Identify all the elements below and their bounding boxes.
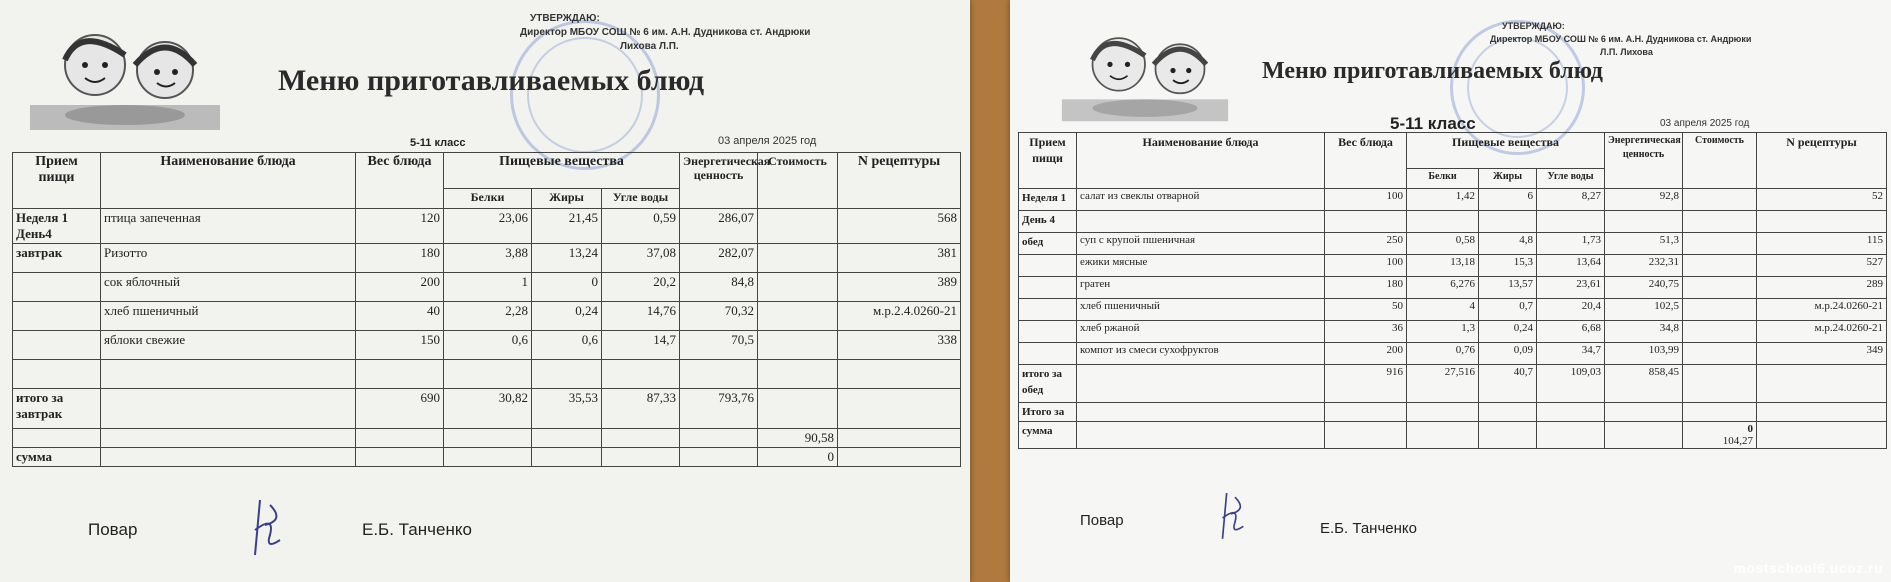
cell-fat: 15,3 [1479, 255, 1537, 277]
approval-block [520, 12, 811, 54]
approval-line: УТВЕРЖДАЮ: [1502, 21, 1565, 31]
total-energy: 858,45 [1605, 365, 1683, 403]
table-row [1019, 233, 1887, 255]
site-watermark: mostschool6.ucoz.ru [1733, 560, 1883, 576]
table-row [1019, 255, 1887, 277]
cell-dish: хлеб пшеничный [1077, 299, 1325, 321]
cell-cost [758, 209, 838, 244]
cell-meal [1019, 321, 1077, 343]
cell-meal: Неделя 1 [1019, 189, 1077, 211]
cell-fat: 0,24 [532, 302, 602, 331]
cell-cost [758, 273, 838, 302]
cell-dish [1077, 211, 1325, 233]
cell-carbs [1537, 211, 1605, 233]
cell-dish: яблоки свежие [101, 331, 356, 360]
cell-weight: 180 [356, 244, 444, 273]
cell-carbs: 0,59 [602, 209, 680, 244]
cell-weight: 180 [1325, 277, 1407, 299]
cell-recipe: 381 [838, 244, 961, 273]
kids-illustration [20, 20, 230, 140]
cell-meal [1019, 299, 1077, 321]
header-dish: Наименование блюда [1077, 133, 1325, 189]
cell-weight: 50 [1325, 299, 1407, 321]
header-energy: Энергетическая ценность [1605, 133, 1683, 189]
cell-meal [1019, 255, 1077, 277]
table-row [13, 244, 961, 273]
header-energy: Энергетическая ценность [680, 153, 758, 209]
date-label: 03 апреля 2025 год [718, 135, 817, 147]
header-weight: Вес блюда [1325, 133, 1407, 189]
cell-energy: 51,3 [1605, 233, 1683, 255]
cell-dish: салат из свеклы отварной [1077, 189, 1325, 211]
cell-energy: 92,8 [1605, 189, 1683, 211]
header-carbs: Угле воды [1537, 169, 1605, 189]
cell-cost [1683, 321, 1757, 343]
cell-weight: 150 [356, 331, 444, 360]
header-carbs: Угле воды [602, 189, 680, 209]
approval-line: Директор МБОУ СОШ № 6 им. А.Н. Дудникова ст. Андрюки [520, 27, 811, 38]
table-row [13, 273, 961, 302]
class-label: 5-11 класс [1390, 114, 1476, 133]
cell-protein [1407, 211, 1479, 233]
cell-protein: 1,42 [1407, 189, 1479, 211]
header-fat: Жиры [1479, 169, 1537, 189]
menu-table [12, 152, 961, 467]
cell-dish: сок яблочный [101, 273, 356, 302]
cell-meal [13, 273, 101, 302]
total-cost [1683, 365, 1757, 403]
cell-protein: 4 [1407, 299, 1479, 321]
page-title: Меню приготавливаемых блюд [278, 64, 705, 97]
table-row [1019, 189, 1887, 211]
total-fat: 40,7 [1479, 365, 1537, 403]
header-protein: Белки [444, 189, 532, 209]
cell-weight: 200 [356, 273, 444, 302]
cell-protein [444, 360, 532, 389]
sum-row [1019, 422, 1887, 449]
cell-meal [13, 302, 101, 331]
cell-recipe: м.р.2.4.0260-21 [838, 302, 961, 331]
cell-carbs: 14,7 [602, 331, 680, 360]
cost-row [13, 429, 961, 448]
cook-label: Повар [88, 520, 138, 539]
cell-fat [532, 360, 602, 389]
cell-recipe: 527 [1757, 255, 1887, 277]
table-row [1019, 299, 1887, 321]
cell-cost [1683, 189, 1757, 211]
cell-energy: 103,99 [1605, 343, 1683, 365]
cell-cost [758, 244, 838, 273]
cell-fat: 0,09 [1479, 343, 1537, 365]
cell-carbs: 14,76 [602, 302, 680, 331]
cell-fat: 6 [1479, 189, 1537, 211]
cook-name: Е.Б. Танченко [362, 520, 472, 539]
cell-dish: хлеб ржаной [1077, 321, 1325, 343]
cell-cost [758, 302, 838, 331]
table-row [13, 209, 961, 244]
cell-carbs: 6,68 [1537, 321, 1605, 343]
cell-carbs: 37,08 [602, 244, 680, 273]
cell-energy: 34,8 [1605, 321, 1683, 343]
cell-carbs: 8,27 [1537, 189, 1605, 211]
table-row [13, 360, 961, 389]
class-label: 5-11 класс [410, 137, 466, 149]
cook-label: Повар [1080, 512, 1124, 529]
cell-weight: 100 [1325, 255, 1407, 277]
header-cost: Стоимость [1683, 133, 1757, 189]
cell-dish: хлеб пшеничный [101, 302, 356, 331]
cell-energy: 84,8 [680, 273, 758, 302]
header-nutrients: Пищевые вещества [1407, 133, 1605, 169]
cell-carbs: 23,61 [1537, 277, 1605, 299]
cell-cost [1683, 255, 1757, 277]
cell-carbs: 20,2 [602, 273, 680, 302]
total-fat: 35,53 [532, 389, 602, 429]
header-meal: Прием пищи [1019, 133, 1077, 189]
cell-energy: 70,32 [680, 302, 758, 331]
cell-recipe: 389 [838, 273, 961, 302]
header-recipe: N рецептуры [838, 153, 961, 209]
cell-meal [1019, 343, 1077, 365]
cell-recipe: 568 [838, 209, 961, 244]
cell-fat: 21,45 [532, 209, 602, 244]
total-dish-cell [1077, 365, 1325, 403]
sum-row-value: 0 [758, 448, 838, 467]
cell-cost [1683, 343, 1757, 365]
total-carbs: 109,03 [1537, 365, 1605, 403]
total-energy: 793,76 [680, 389, 758, 429]
cell-dish: ежики мясные [1077, 255, 1325, 277]
cell-protein: 0,6 [444, 331, 532, 360]
cell-fat: 4,8 [1479, 233, 1537, 255]
approval-line: Л.П. Лихова [1600, 47, 1653, 57]
cell-recipe: м.р.24.0260-21 [1757, 299, 1887, 321]
table-row [1019, 277, 1887, 299]
sum-row [13, 448, 961, 467]
cell-protein: 0,76 [1407, 343, 1479, 365]
cost-row-label [13, 429, 101, 448]
cell-meal: Неделя 1 День4 [13, 209, 101, 244]
cell-fat [1479, 211, 1537, 233]
cell-weight: 250 [1325, 233, 1407, 255]
cell-recipe: 289 [1757, 277, 1887, 299]
cell-fat: 0,7 [1479, 299, 1537, 321]
header-recipe: N рецептуры [1757, 133, 1887, 189]
cost-row-value [1683, 403, 1757, 422]
kids-illustration [1045, 25, 1245, 130]
table-row [1019, 343, 1887, 365]
cell-cost [1683, 299, 1757, 321]
cell-protein: 0,58 [1407, 233, 1479, 255]
cook-signature [1210, 488, 1260, 548]
cell-cost [1683, 277, 1757, 299]
cell-protein: 13,18 [1407, 255, 1479, 277]
approval-line: Лихова Л.П. [620, 41, 679, 52]
cell-meal [13, 360, 101, 389]
cost-row-label: Итого за [1019, 403, 1077, 422]
header-cost: Стоимость [758, 153, 838, 209]
approval-line: УТВЕРЖДАЮ: [530, 13, 600, 24]
cook-signature [240, 495, 300, 565]
cell-protein: 6,276 [1407, 277, 1479, 299]
cell-energy [680, 360, 758, 389]
cell-weight: 40 [356, 302, 444, 331]
header-protein: Белки [1407, 169, 1479, 189]
cell-cost [1683, 233, 1757, 255]
menu-sheet-right [1010, 0, 1891, 582]
header-fat: Жиры [532, 189, 602, 209]
date-label: 03 апреля 2025 год [1660, 118, 1750, 129]
table-row [13, 331, 961, 360]
cell-meal: День 4 [1019, 211, 1077, 233]
cell-weight: 36 [1325, 321, 1407, 343]
cell-dish: Ризотто [101, 244, 356, 273]
cell-protein: 3,88 [444, 244, 532, 273]
cell-carbs: 34,7 [1537, 343, 1605, 365]
cell-weight: 100 [1325, 189, 1407, 211]
cell-dish [101, 360, 356, 389]
cell-energy: 232,31 [1605, 255, 1683, 277]
total-carbs: 87,33 [602, 389, 680, 429]
cell-energy: 70,5 [680, 331, 758, 360]
cell-recipe [838, 360, 961, 389]
cell-meal [1019, 277, 1077, 299]
cell-carbs: 20,4 [1537, 299, 1605, 321]
cell-recipe: 115 [1757, 233, 1887, 255]
cell-fat: 13,57 [1479, 277, 1537, 299]
cell-fat: 0,24 [1479, 321, 1537, 343]
cell-meal: обед [1019, 233, 1077, 255]
cell-energy: 102,5 [1605, 299, 1683, 321]
total-cost [758, 389, 838, 429]
cell-protein: 2,28 [444, 302, 532, 331]
cell-recipe: 338 [838, 331, 961, 360]
header-meal: Прием пищи [13, 153, 101, 209]
total-dish-cell [101, 389, 356, 429]
cell-recipe: м.р.24.0260-21 [1757, 321, 1887, 343]
table-row [1019, 211, 1887, 233]
total-row [13, 389, 961, 429]
cost-footer: 104,27 [1722, 435, 1753, 447]
cell-energy: 286,07 [680, 209, 758, 244]
cell-protein: 1,3 [1407, 321, 1479, 343]
total-recipe [1757, 365, 1887, 403]
total-protein: 30,82 [444, 389, 532, 429]
cell-cost [758, 360, 838, 389]
cell-dish: птица запеченная [101, 209, 356, 244]
header-weight: Вес блюда [356, 153, 444, 209]
approval-block [1490, 20, 1751, 59]
table-row [1019, 321, 1887, 343]
cell-protein: 1 [444, 273, 532, 302]
sum-row-value: 0 104,27 [1683, 422, 1757, 449]
total-protein: 27,516 [1407, 365, 1479, 403]
table-row [13, 302, 961, 331]
cell-recipe [1757, 211, 1887, 233]
total-label: итого за завтрак [13, 389, 101, 429]
cell-cost [758, 331, 838, 360]
header-nutrients: Пищевые вещества [444, 153, 680, 189]
cell-weight: 120 [356, 209, 444, 244]
cost-row [1019, 403, 1887, 422]
cell-weight [1325, 211, 1407, 233]
total-label: итого за обед [1019, 365, 1077, 403]
cell-fat: 0 [532, 273, 602, 302]
cell-dish: компот из смеси сухофруктов [1077, 343, 1325, 365]
sum-row-label: сумма [13, 448, 101, 467]
cell-meal: завтрак [13, 244, 101, 273]
menu-table [1018, 132, 1887, 449]
approval-line: Директор МБОУ СОШ № 6 им. А.Н. Дудникова ст. Андрюки [1490, 34, 1752, 44]
header-dish: Наименование блюда [101, 153, 356, 209]
cost-row-value: 90,58 [758, 429, 838, 448]
cell-fat: 13,24 [532, 244, 602, 273]
cell-energy [1605, 211, 1683, 233]
cell-protein: 23,06 [444, 209, 532, 244]
sum-row-label: сумма [1019, 422, 1077, 449]
cell-energy: 282,07 [680, 244, 758, 273]
cook-name: Е.Б. Танченко [1320, 520, 1417, 537]
cell-energy: 240,75 [1605, 277, 1683, 299]
cell-recipe: 52 [1757, 189, 1887, 211]
total-row [1019, 365, 1887, 403]
cell-carbs [602, 360, 680, 389]
total-weight: 690 [356, 389, 444, 429]
cell-weight: 200 [1325, 343, 1407, 365]
cell-weight [356, 360, 444, 389]
menu-rows [13, 209, 961, 389]
total-recipe [838, 389, 961, 429]
cell-cost [1683, 211, 1757, 233]
cell-fat: 0,6 [532, 331, 602, 360]
cell-recipe: 349 [1757, 343, 1887, 365]
total-weight: 916 [1325, 365, 1407, 403]
menu-rows [1019, 189, 1887, 365]
cell-dish: суп с крупой пшеничная [1077, 233, 1325, 255]
cell-carbs: 1,73 [1537, 233, 1605, 255]
cell-meal [13, 331, 101, 360]
page-title: Меню приготавливаемых блюд [1262, 58, 1603, 84]
cell-carbs: 13,64 [1537, 255, 1605, 277]
cell-dish: гратен [1077, 277, 1325, 299]
